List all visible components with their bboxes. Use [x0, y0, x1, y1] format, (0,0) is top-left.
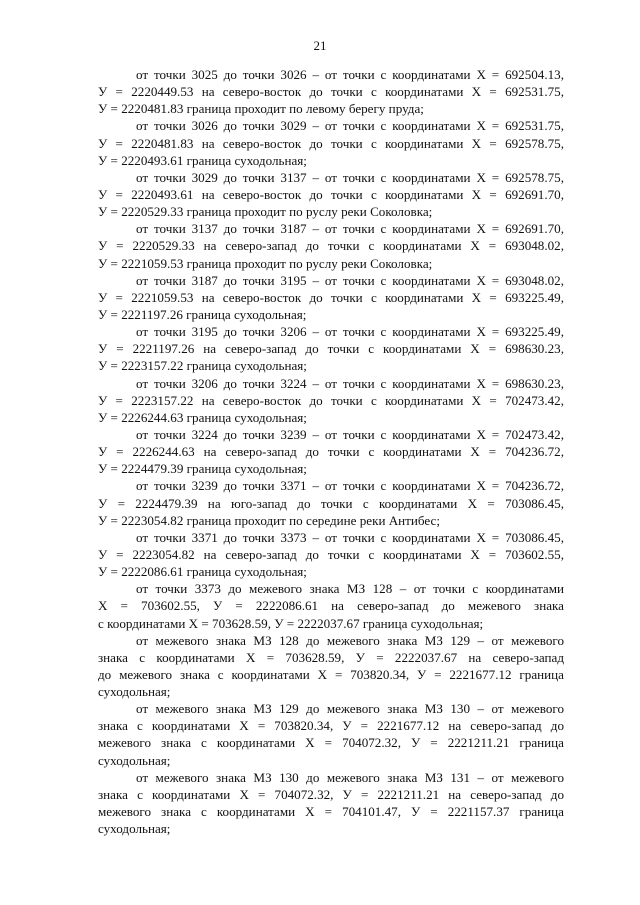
boundary-paragraph [98, 529, 564, 580]
boundary-paragraph [98, 323, 564, 374]
text-line: знака с координатами Х = 703820.34, У = 2221677.12 на северо-запад до [98, 718, 564, 734]
page-number: 21 [313, 38, 327, 53]
text-line: от точки 3137 до точки 3187 – от точки с координатами Х = 692691.70, [136, 221, 564, 237]
boundary-paragraph [98, 580, 564, 631]
text-line: У = 2226244.63 на северо-запад до точки с координатами Х = 704236.72, [98, 444, 564, 460]
text-line: знака с координатами Х = 703628.59, У = 2222037.67 на северо-запад [98, 649, 564, 665]
document-body [98, 66, 564, 837]
text-line: от межевого знака МЗ 128 до межевого знака МЗ 129 – от межевого [136, 632, 564, 648]
boundary-paragraph [98, 426, 564, 477]
boundary-paragraph [98, 375, 564, 426]
text-line: У = 2221197.26 на северо-запад до точки с координатами Х = 698630.23, [98, 341, 564, 357]
text-line: У = 2223054.82 граница проходит по середине реки Антибес; [98, 512, 440, 528]
text-line: У = 2221197.26 граница суходольная; [98, 306, 307, 322]
boundary-paragraph [98, 169, 564, 220]
text-line: от точки 3239 до точки 3371 – от точки с координатами Х = 704236.72, [136, 478, 564, 494]
text-line: межевого знака с координатами Х = 704072.32, У = 2221211.21 граница [98, 735, 564, 751]
text-line: от межевого знака МЗ 129 до межевого знака МЗ 130 – от межевого [136, 701, 564, 717]
text-line: У = 2223157.22 на северо-восток до точки с координатами Х = 702473.42, [98, 392, 564, 408]
text-line: до межевого знака с координатами Х = 703820.34, У = 2221677.12 граница [98, 666, 564, 682]
text-line: от точки 3224 до точки 3239 – от точки с координатами Х = 702473.42, [136, 426, 564, 442]
text-line: У = 2221059.53 на северо-восток до точки с координатами Х = 693225.49, [98, 289, 564, 305]
boundary-paragraph [98, 220, 564, 271]
text-line: от межевого знака МЗ 130 до межевого знака МЗ 131 – от межевого [136, 769, 564, 785]
boundary-paragraph [98, 700, 564, 769]
text-line: У = 2220449.53 на северо-восток до точки с координатами Х = 692531.75, [98, 84, 564, 100]
text-line: от точки 3371 до точки 3373 – от точки с координатами Х = 703086.45, [136, 529, 564, 545]
text-line: У = 2220493.61 граница суходольная; [98, 152, 307, 168]
text-line: Х = 703602.55, У = 2222086.61 на северо-запад до межевого знака [98, 598, 564, 614]
text-line: У = 2220493.61 на северо-восток до точки с координатами Х = 692691.70, [98, 186, 564, 202]
text-line: У = 2222086.61 граница суходольная; [98, 564, 307, 580]
text-line: У = 2223157.22 граница суходольная; [98, 358, 307, 374]
text-line: суходольная; [98, 821, 171, 837]
boundary-paragraph [98, 117, 564, 168]
text-line: от точки 3029 до точки 3137 – от точки с координатами Х = 692578.75, [136, 169, 564, 185]
text-line: У = 2220529.33 на северо-запад до точки с координатами Х = 693048.02, [98, 238, 564, 254]
text-line: от точки 3373 до межевого знака МЗ 128 – от точки с координатами [136, 581, 564, 597]
boundary-paragraph [98, 477, 564, 528]
text-line: суходольная; [98, 752, 171, 768]
text-line: от точки 3187 до точки 3195 – от точки с координатами Х = 693048.02, [136, 272, 564, 288]
text-line: У = 2220481.83 на северо-восток до точки с координатами Х = 692578.75, [98, 135, 564, 151]
text-line: от точки 3025 до точки 3026 – от точки с координатами Х = 692504.13, [136, 67, 564, 82]
boundary-paragraph [98, 769, 564, 838]
text-line: знака с координатами Х = 704072.32, У = 2221211.21 на северо-запад до [98, 786, 564, 802]
text-line: У = 2224479.39 на юго-запад до точки с координатами Х = 703086.45, [98, 495, 564, 511]
text-line: межевого знака с координатами Х = 704101.47, У = 2221157.37 граница [98, 804, 564, 820]
text-line: У = 2221059.53 граница проходит по руслу реки Соколовка; [98, 255, 433, 271]
text-line: от точки 3026 до точки 3029 – от точки с координатами Х = 692531.75, [136, 118, 564, 134]
text-line: от точки 3206 до точки 3224 – от точки с координатами Х = 698630.23, [136, 375, 564, 391]
boundary-paragraph [98, 66, 564, 117]
text-line: У = 2220529.33 граница проходит по руслу реки Соколовка; [98, 204, 433, 220]
text-line: У = 2223054.82 на северо-запад до точки с координатами Х = 703602.55, [98, 546, 564, 562]
boundary-paragraph [98, 632, 564, 701]
boundary-paragraph [98, 272, 564, 323]
text-line: суходольная; [98, 684, 171, 700]
text-line: У = 2220481.83 граница проходит по левому берегу пруда; [98, 101, 424, 117]
text-line: У = 2226244.63 граница суходольная; [98, 409, 307, 425]
text-line: от точки 3195 до точки 3206 – от точки с координатами Х = 693225.49, [136, 324, 564, 340]
text-line: У = 2224479.39 граница суходольная; [98, 461, 307, 477]
text-line: с координатами Х = 703628.59, У = 2222037.67 граница суходольная; [98, 615, 484, 631]
